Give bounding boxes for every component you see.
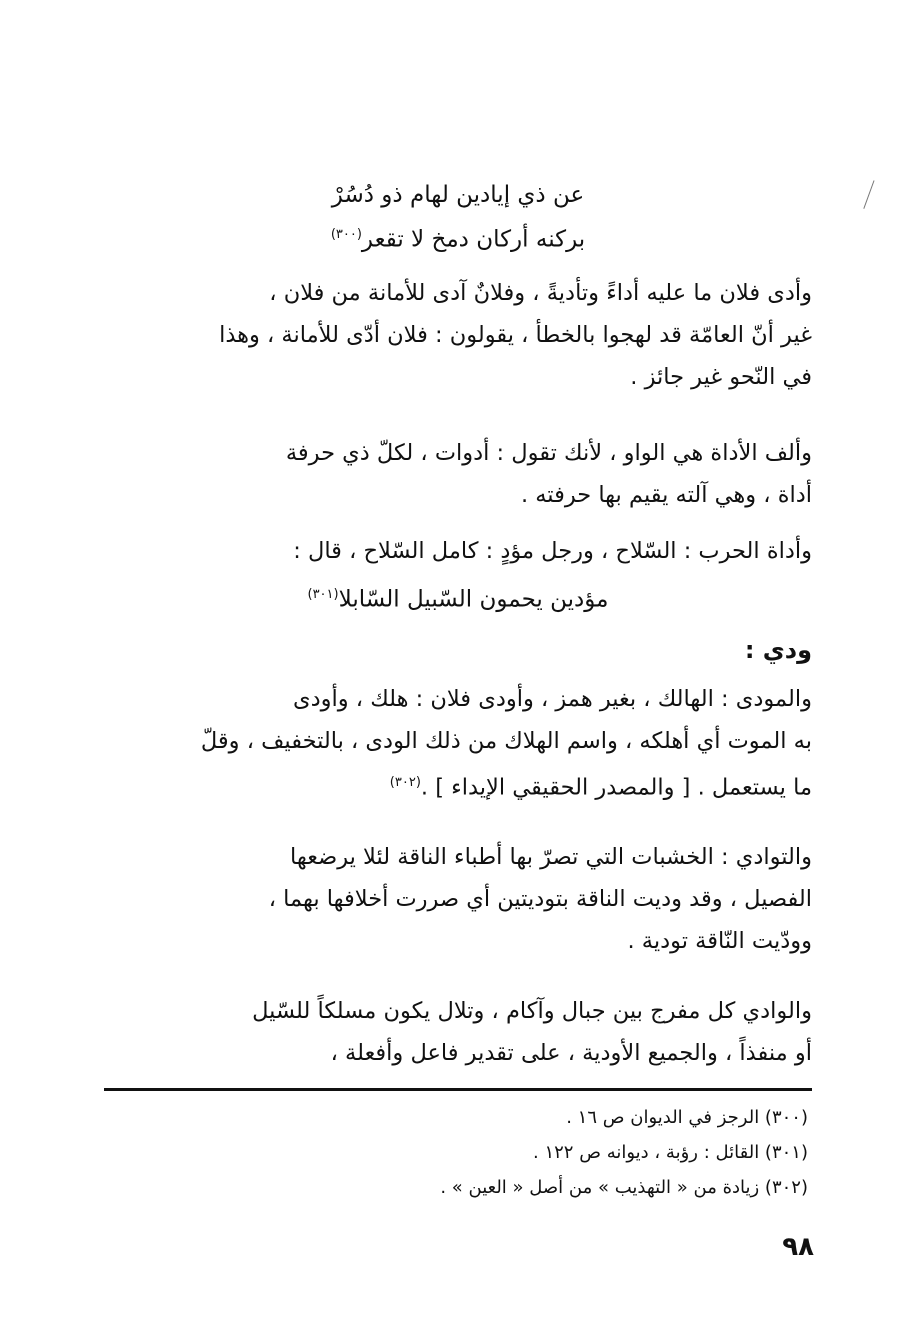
- footnote-300: (٣٠٠) الرجز في الديوان ص ١٦ .: [566, 1107, 808, 1128]
- text-line: به الموت أي أهلكه ، واسم الهلاك من ذلك الودى ، بالتخفيف ، وقلّ: [200, 728, 812, 754]
- text-line: وألف الأداة هي الواو ، لأنك تقول : أدوات ، لكلّ ذي حرفة: [285, 440, 812, 466]
- footnote-ref-302: (٣٠٢): [389, 775, 421, 790]
- verse-line-1: عن ذي إيادين لهام ذو دُسُرْ: [331, 182, 585, 208]
- text-line: وأدى فلان ما عليه أداءً وتأديةً ، وفلانٌ آدى للأمانة من فلان ،: [269, 280, 812, 306]
- paragraph-adat-harb: [104, 530, 812, 572]
- text-line: الفصيل ، وقد وديت الناقة بتوديتين أي صررت أخلافها بهما ،: [268, 886, 812, 912]
- text-line: وودّيت النّاقة تودية .: [627, 928, 812, 954]
- footnote-ref-301: (٣٠١): [307, 587, 339, 602]
- verse-line-2: بركنه أركان دمخ لا تقعر$^{(٣٠٠)}$: [330, 226, 586, 253]
- text-line: والمودى : الهالك ، بغير همز ، وأودى فلان : هلك ، وأودى: [293, 686, 812, 712]
- margin-pencil-mark: [863, 180, 887, 213]
- footnote-301: (٣٠١) القائل : رؤبة ، ديوانه ص ١٢٢ .: [533, 1142, 808, 1163]
- text-line: والوادي كل مفرج بين جبال وآكام ، وتلال يكون مسلكاً للسّيل: [252, 998, 812, 1024]
- text-line: وأداة الحرب : السّلاح ، ورجل مؤدٍ : كامل السّلاح ، قال :: [293, 538, 812, 564]
- text-line: ما يستعمل . [ والمصدر الحقيقي الإيداء ] .$^{(٣٠٢)}$: [389, 774, 812, 801]
- footnote-ref-300: (٣٠٠): [330, 227, 362, 242]
- page-number: ٩٨: [782, 1232, 814, 1262]
- footnotes: [108, 1100, 808, 1205]
- footnote-302: (٣٠٢) زيادة من « التهذيب » من أصل « العين » .: [440, 1177, 808, 1198]
- text-line: في النّحو غير جائز .: [630, 364, 812, 390]
- text-line: غير أنّ العامّة قد لهجوا بالخطأ ، يقولون : فلان أدّى للأمانة ، وهذا: [219, 322, 812, 348]
- paragraph-ada: [104, 272, 812, 398]
- paragraph-wadi: [104, 990, 812, 1074]
- paragraph-tawadi: [104, 836, 812, 962]
- footnote-divider: [104, 1088, 812, 1091]
- entry-heading-wady: ودي :: [744, 636, 812, 664]
- paragraph-mawdi: [104, 678, 812, 809]
- paragraph-adat-alif: [104, 432, 812, 516]
- text-line: أداة ، وهي آلته يقيم بها حرفته .: [520, 482, 812, 508]
- text-line: أو منفذاً ، والجميع الأودية ، على تقدير فاعل وأفعلة ،: [330, 1040, 812, 1066]
- text-line: والتوادي : الخشبات التي تصرّ بها أطباء الناقة لئلا يرضعها: [290, 844, 812, 870]
- verse-line-3: مؤدين يحمون السّبيل السّابلا$^{(٣٠١)}$: [307, 586, 609, 613]
